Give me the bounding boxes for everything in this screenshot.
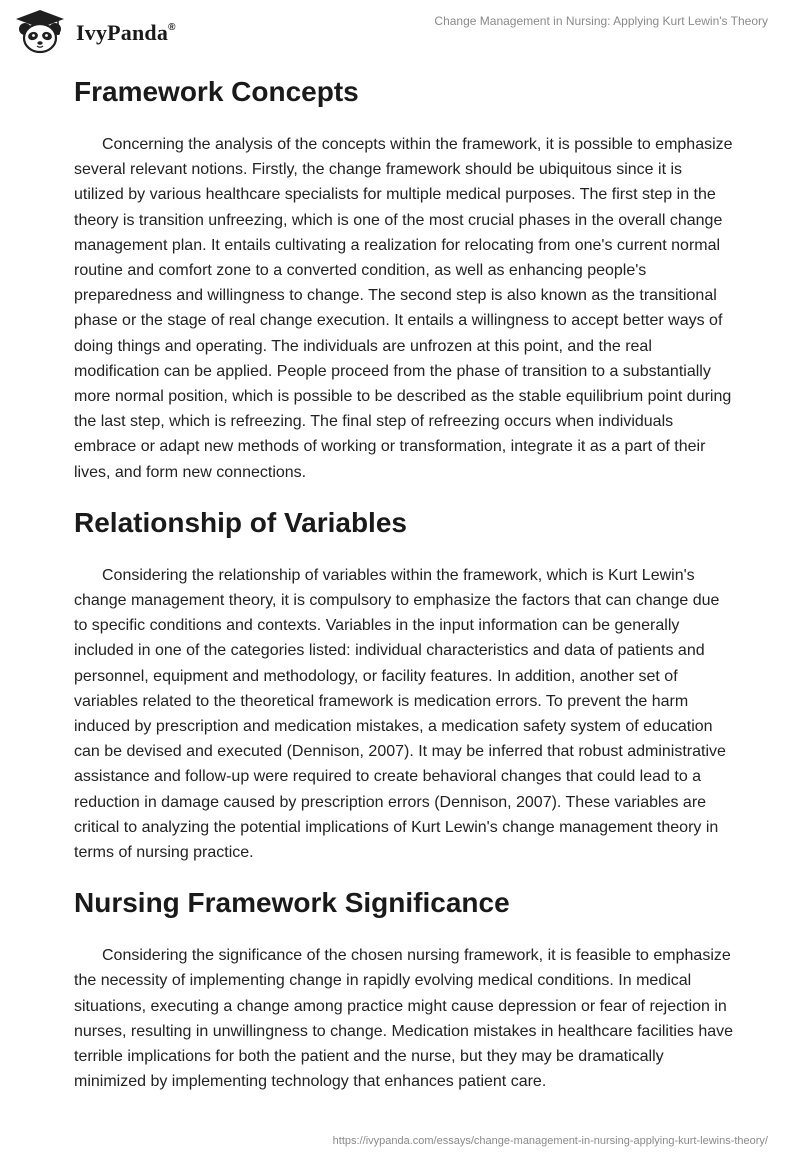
logo-text: IvyPanda®	[76, 20, 176, 45]
section-paragraph: Considering the significance of the chosen nursing framework, it is feasible to emphasize the necessity of implementing change in rapidly evolving medical conditions. In medical situations, executing a change among practice might cause depression or fear of rejection in nurses, resulting in unwillingness to change. Medication mistakes in healthcare facilities have terrible implications for both the patient and the nurse, but they may be dramatically minimized by implementing technology that enhances patient care.	[74, 947, 734, 1091]
section-paragraph: Considering the relationship of variables within the framework, which is Kurt Lewin's change management theory, it is compulsory to emphasize the factors that can change due to specific conditions and contexts. Variables in the input information can be generally included in one of the categories listed: individual characteristics and data of patients and personnel, equipment and methodology, or facility features. In addition, another set of variables related to the theoretical framework is medication errors. To prevent the harm induced by prescription and medication mistakes, a medication safety system of education can be devised and executed (Dennison, 2007). It may be inferred that robust administrative assistance and follow-up were required to create behavioral changes that could lead to a reduction in damage caused by prescription errors (Dennison, 2007). These variables are critical to analyzing the potential implications of Kurt Lewin's change management theory in terms of nursing practice.	[74, 566, 726, 862]
logo-link[interactable]	[14, 8, 176, 54]
section-framework-concepts	[74, 74, 734, 485]
section-relationship-of-variables	[74, 505, 734, 865]
section-nursing-framework-significance	[74, 885, 734, 1094]
section-heading: Nursing Framework Significance	[74, 887, 510, 919]
page-header	[0, 0, 800, 60]
document-title: Change Management in Nursing: Applying Kurt Lewin's Theory	[434, 14, 768, 28]
essay-content	[74, 74, 734, 1115]
registered-mark: ®	[168, 21, 176, 33]
section-paragraph: Concerning the analysis of the concepts within the framework, it is possible to emphasize several relevant notions. Firstly, the change framework should be ubiquitous since it is utilized by various healthcare specialists for multiple medical purposes. The first step in the theory is transition unfreezing, which is one of the most crucial phases in the overall change management plan. It entails cultivating a realization for relocating from one's current normal routine and comfort zone to a converted condition, as well as enhancing people's preparedness and willingness to change. The second step is also known as the transitional phase or the stage of real change execution. It entails a willingness to accept better ways of doing things and operating. The individuals are unfrozen at this point, and the real modification can be applied. People proceed from the phase of transition to a substantially more normal position, which is possible to be described as the stable equilibrium point during the last step, which is refreezing. The final step of refreezing occurs when individuals embrace or adapt new methods of working or transformation, integrate it as a part of their lives, and form new connections.	[74, 136, 733, 481]
section-heading: Relationship of Variables	[74, 506, 407, 538]
section-heading: Framework Concepts	[74, 76, 359, 107]
source-url-link[interactable]: https://ivypanda.com/essays/change-management-in-nursing-applying-kurt-lewins-theory/	[332, 1135, 768, 1147]
panda-graduate-icon	[14, 8, 66, 54]
